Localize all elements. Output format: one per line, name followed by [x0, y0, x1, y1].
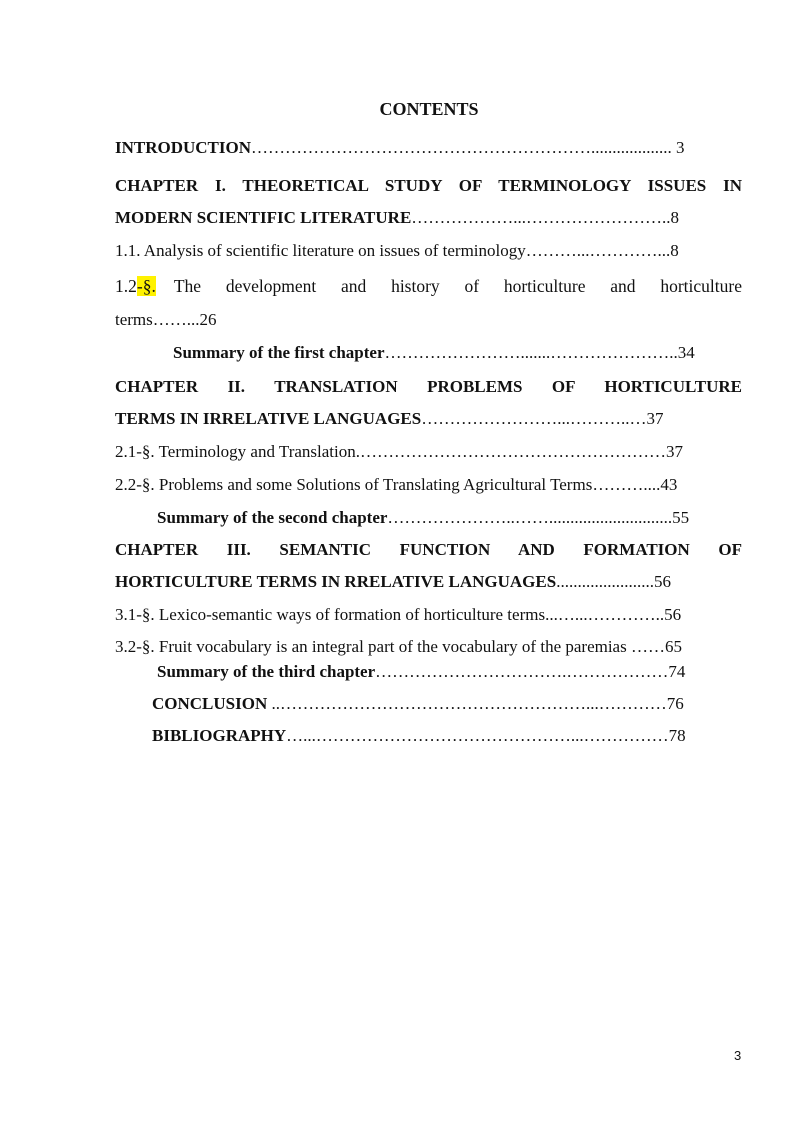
toc-entry-label: 1.1. Analysis of scientific literature on issues of terminology: [115, 241, 526, 260]
toc-entry-label: The development and history of horticulture and horticulture: [173, 276, 742, 296]
toc-entry-dots: ..………………………………………………...…………: [267, 694, 667, 713]
toc-entry-chapter-1-line2[interactable]: [115, 208, 742, 228]
toc-entry-1-2-line1[interactable]: [115, 276, 742, 296]
toc-entry-label: Summary of the third chapter: [157, 662, 376, 681]
contents-title: CONTENTS: [379, 99, 479, 119]
toc-entry-chapter-2-line2[interactable]: [115, 409, 742, 429]
toc-entry-dots: ……: [626, 637, 665, 656]
toc-entry-label: 3.2-§. Fruit vocabulary is an integral part of the vocabulary of the paremias: [115, 637, 627, 656]
page-number: 3: [734, 1048, 742, 1063]
toc-entry-dots: ………………...……………………..: [411, 208, 671, 227]
toc-entry-label: HORTICULTURE TERMS IN RRELATIVE LANGUAGES: [115, 572, 557, 591]
toc-entry-2-2[interactable]: [115, 475, 742, 495]
toc-entry-dots: …...………………………………………...……………: [286, 726, 669, 745]
toc-entry-label: 2.2-§. Problems and some Solutions of Translating Agricultural Terms: [115, 475, 593, 494]
toc-entry-summary-1[interactable]: [173, 343, 742, 363]
toc-entry-dots: ……………………...………..…: [421, 409, 647, 428]
toc-entry-2-1[interactable]: [115, 442, 742, 462]
toc-entry-dots: ………....: [592, 475, 661, 494]
toc-entry-introduction[interactable]: [115, 138, 742, 158]
toc-entry-chapter-1-line1[interactable]: CHAPTER I. THEORETICAL STUDY OF TERMINOLOGY ISSUES IN: [115, 176, 742, 195]
toc-entry-summary-2[interactable]: [157, 508, 742, 528]
toc-entry-page: 76: [666, 694, 684, 713]
toc-entry-bibliography[interactable]: [152, 726, 742, 746]
toc-entry-dots: ……...: [152, 310, 200, 329]
toc-entry-label: Summary of the second chapter: [157, 508, 388, 527]
toc-entry-3-1[interactable]: [115, 605, 742, 625]
toc-entry-page: 65: [664, 637, 682, 656]
toc-entry-1-1[interactable]: [115, 241, 742, 261]
toc-entry-3-2[interactable]: [115, 637, 742, 657]
toc-entry-page: 26: [199, 310, 217, 329]
toc-entry-1-2-line2[interactable]: [115, 310, 742, 330]
toc-entry-page: 43: [660, 475, 678, 494]
toc-entry-page: 55: [672, 508, 690, 527]
toc-entry-label: terms: [115, 310, 153, 329]
toc-entry-summary-3[interactable]: [157, 662, 742, 682]
toc-entry-dots: ...…...…………..: [545, 605, 665, 624]
toc-entry-label: 2.1-§. Terminology and Translation.: [115, 442, 360, 461]
toc-entry-conclusion[interactable]: [152, 694, 742, 714]
toc-entry-page: 8: [670, 241, 679, 260]
toc-entry-dots: ………...…………...: [525, 241, 671, 260]
toc-entry-page: 37: [666, 442, 683, 461]
toc-entry-page: 74: [668, 662, 686, 681]
toc-entry-label: CONCLUSION: [152, 694, 268, 713]
toc-entry-label-prefix: 1.2-§.: [115, 276, 156, 296]
toc-entry-page: 78: [668, 726, 686, 745]
toc-entry-dots: …………………………….………………: [375, 662, 669, 681]
toc-entry-dots: …………………..…….............................: [387, 508, 673, 527]
toc-entry-label: BIBLIOGRAPHY: [152, 726, 287, 745]
toc-entry-dots: .......................: [556, 572, 654, 591]
toc-entry-chapter-3-line1[interactable]: CHAPTER III. SEMANTIC FUNCTION AND FORMATION OF: [115, 540, 742, 559]
toc-entry-page: 56: [653, 572, 671, 591]
toc-entry-dots: ………………………………………………: [360, 442, 666, 461]
toc-entry-page: 34: [677, 343, 695, 362]
toc-entry-label: 3.1-§. Lexico-semantic ways of formation of horticulture terms: [115, 605, 546, 624]
toc-entry-page: 8: [670, 208, 680, 227]
toc-entry-dots: ……………………………………………………...................: [251, 138, 672, 157]
toc-entry-page: 3: [676, 138, 685, 157]
toc-entry-chapter-3-line2[interactable]: [115, 572, 742, 592]
toc-entry-chapter-2-line1[interactable]: CHAPTER II. TRANSLATION PROBLEMS OF HORTICULTURE: [115, 377, 742, 396]
toc-entry-page: 37: [646, 409, 664, 428]
toc-entry-label: TERMS IN IRRELATIVE LANGUAGES: [115, 409, 422, 428]
toc-entry-label: Summary of the first chapter: [173, 343, 385, 362]
highlighted-text: -§.: [136, 276, 156, 296]
toc-entry-label: MODERN SCIENTIFIC LITERATURE: [115, 208, 412, 227]
toc-entry-page: 56: [664, 605, 682, 624]
toc-entry-dots: …………………….......…………………..: [384, 343, 678, 362]
toc-entry-label: INTRODUCTION: [115, 138, 252, 157]
